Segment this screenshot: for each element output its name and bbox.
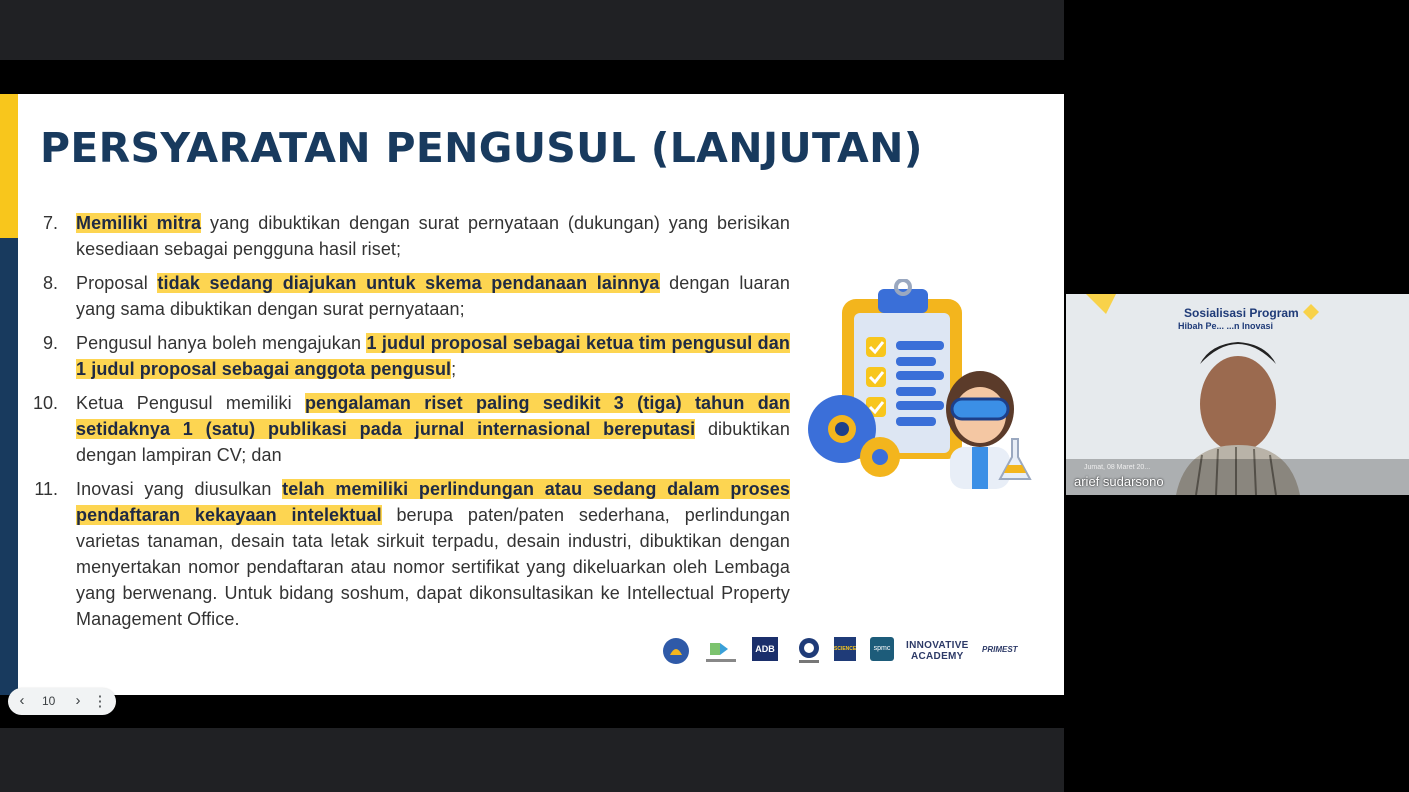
video-banner-subtitle: Hibah Pe... ...n Inovasi xyxy=(1178,321,1274,331)
requirement-item xyxy=(0,210,800,262)
highlighted-phrase: telah memiliki perlindungan atau sedang dalam proses pendaftaran kekayaan intelektual xyxy=(76,479,790,525)
presentation-slide xyxy=(0,94,1064,695)
video-banner-title: Sosialisasi Program xyxy=(1184,306,1299,320)
requirement-text xyxy=(76,390,790,468)
requirement-item xyxy=(0,270,800,322)
innovative-academy-line1: INNOVATIVE xyxy=(906,640,969,651)
innovative-academy-logo xyxy=(906,640,969,662)
requirement-text xyxy=(76,476,790,632)
primest-logo xyxy=(982,637,1026,663)
partner-logo xyxy=(704,637,738,665)
plain-phrase: Pengusul hanya boleh mengajukan xyxy=(76,333,367,353)
previous-slide-button[interactable]: ‹ xyxy=(19,692,25,709)
science-logo: SCIENCE xyxy=(834,637,856,661)
spmc-logo: spmc xyxy=(870,637,894,661)
requirements-list xyxy=(0,210,800,640)
ugm-logo xyxy=(796,637,822,665)
requirement-number: 8. xyxy=(42,273,58,293)
gear-icon-small xyxy=(860,437,900,477)
requirement-item xyxy=(0,330,800,382)
innovative-academy-line2: ACADEMY xyxy=(910,651,964,662)
requirement-text xyxy=(76,210,790,262)
plain-phrase: yang dibuktikan dengan surat pernyataan (dukungan) yang berisikan kesediaan sebagai pengguna hasil riset; xyxy=(76,213,790,259)
kemdikbud-logo xyxy=(662,637,690,665)
adb-logo: ADB xyxy=(752,637,778,661)
bottom-toolbar-strip xyxy=(0,728,1064,792)
highlighted-phrase: pengalaman riset paling sedikit 3 (tiga) tahun dan setidaknya 1 (satu) publikasi pada jurnal internasional bereputasi xyxy=(76,393,791,439)
plain-phrase: dibuktikan dengan lampiran CV; dan xyxy=(76,419,790,465)
video-date: Jumat, 08 Maret 20... xyxy=(1084,464,1151,471)
plain-phrase: dengan luaran yang sama dibuktikan dengan surat pernyataan; xyxy=(76,273,790,319)
highlighted-phrase: Memiliki mitra xyxy=(76,213,202,233)
checkbox-2 xyxy=(866,367,886,387)
plain-phrase: Proposal xyxy=(76,273,158,293)
highlighted-phrase: 1 judul proposal sebagai ketua tim pengusul dan 1 judul proposal sebagai anggota pengusul xyxy=(76,333,790,379)
plain-phrase: ; xyxy=(451,359,457,379)
footer-partner-logos xyxy=(660,637,1030,667)
plain-phrase: Ketua Pengusul memiliki xyxy=(76,393,305,413)
requirement-number: 10. xyxy=(32,393,58,413)
clipboard-scientist-illustration xyxy=(800,279,1040,494)
requirement-text xyxy=(76,330,790,382)
highlighted-phrase: tidak sedang diajukan untuk skema pendanaan lainnya xyxy=(157,273,660,293)
requirement-number: 9. xyxy=(42,333,58,353)
page-number: 10 xyxy=(42,694,56,708)
requirement-text xyxy=(76,270,790,322)
slide-title: PERSYARATAN PENGUSUL (LANJUTAN) xyxy=(40,124,923,172)
top-toolbar-strip xyxy=(0,0,1064,60)
checkbox-1 xyxy=(866,337,886,357)
primest-logo-text: PRIMEST xyxy=(982,645,1018,654)
requirement-item xyxy=(0,390,800,468)
participant-name: arief sudarsono xyxy=(1074,474,1164,489)
requirement-number: 11. xyxy=(34,479,58,499)
plain-phrase: Inovasi yang diusulkan xyxy=(76,479,283,499)
more-options-button[interactable]: ⋮ xyxy=(92,693,108,710)
plain-phrase: berupa paten/paten sederhana, perlindungan varietas tanaman, desain tata letak sirkuit terpadu, desain industri, dibuktikan dengan menyertakan nomor pendaftaran atau nomor sertifikat yang dikeluarkan oleh Lembaga yang berwenang. Untuk bidang soshum, dapat dikonsultasikan ke Intellectual Property Management Office. xyxy=(76,505,790,629)
participant-video-tile[interactable] xyxy=(1066,294,1409,495)
next-slide-button[interactable]: › xyxy=(75,692,81,709)
requirement-item xyxy=(0,476,800,632)
requirement-number: 7. xyxy=(42,213,58,233)
slide-page-navigator xyxy=(8,688,116,715)
